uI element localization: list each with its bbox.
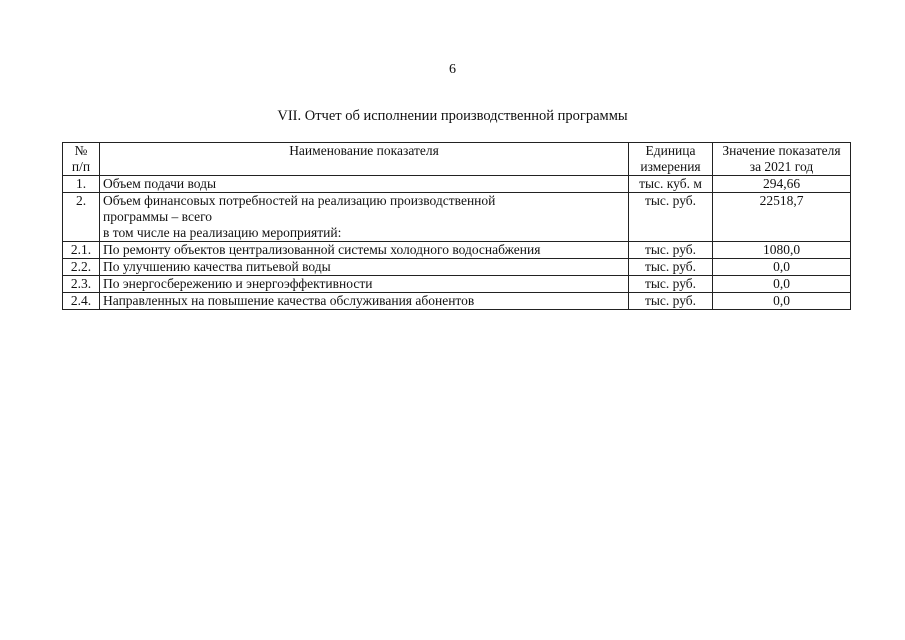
- row-value: 0,0: [713, 259, 851, 276]
- row-name-line3: в том числе на реализацию мероприятий:: [103, 225, 342, 240]
- table-row: [63, 193, 851, 242]
- page-number: 6: [449, 62, 456, 77]
- header-unit-line2: измерения: [640, 159, 701, 174]
- row-name-line1: Объем финансовых потребностей на реализацию производственной: [103, 193, 496, 208]
- row-unit: тыс. куб. м: [629, 176, 713, 193]
- row-num: 1.: [63, 176, 100, 193]
- table-header-row: [63, 143, 851, 176]
- row-name: Направленных на повышение качества обслуживания абонентов: [100, 293, 629, 310]
- row-unit: тыс. руб.: [629, 259, 713, 276]
- header-value-line2: за 2021 год: [749, 159, 814, 174]
- row-unit: тыс. руб.: [629, 242, 713, 259]
- header-num: [63, 143, 100, 176]
- header-name: [100, 143, 629, 176]
- header-value-line1: Значение показателя: [722, 143, 841, 158]
- header-unit: [629, 143, 713, 176]
- table-row: [63, 276, 851, 293]
- header-name-text: Наименование показателя: [289, 143, 439, 158]
- header-num-line2: п/п: [71, 159, 91, 174]
- header-num-line1: №: [74, 143, 88, 158]
- row-value: 1080,0: [713, 242, 851, 259]
- row-name: По энергосбережению и энергоэффективности: [100, 276, 629, 293]
- report-table: [62, 142, 851, 310]
- header-value: [713, 143, 851, 176]
- table-row: [63, 176, 851, 193]
- row-unit: тыс. руб.: [629, 276, 713, 293]
- section-title: VII. Отчет об исполнении производственной программы: [277, 108, 628, 124]
- row-name: По улучшению качества питьевой воды: [100, 259, 629, 276]
- row-name: По ремонту объектов централизованной системы холодного водоснабжения: [100, 242, 629, 259]
- table-row: [63, 242, 851, 259]
- row-unit: тыс. руб.: [629, 193, 713, 242]
- row-num: 2.3.: [63, 276, 100, 293]
- row-name: Объем подачи воды: [100, 176, 629, 193]
- table-row: [63, 259, 851, 276]
- row-value: 0,0: [713, 293, 851, 310]
- row-num: 2.2.: [63, 259, 100, 276]
- row-num: 2.1.: [63, 242, 100, 259]
- row-num: 2.4.: [63, 293, 100, 310]
- header-unit-line1: Единица: [645, 143, 696, 158]
- row-value: 0,0: [713, 276, 851, 293]
- table-row: [63, 293, 851, 310]
- row-name-line2: программы – всего: [103, 209, 213, 224]
- row-name: [100, 193, 629, 242]
- row-unit: тыс. руб.: [629, 293, 713, 310]
- row-num: 2.: [63, 193, 100, 242]
- row-value: 22518,7: [713, 193, 851, 242]
- row-value: 294,66: [713, 176, 851, 193]
